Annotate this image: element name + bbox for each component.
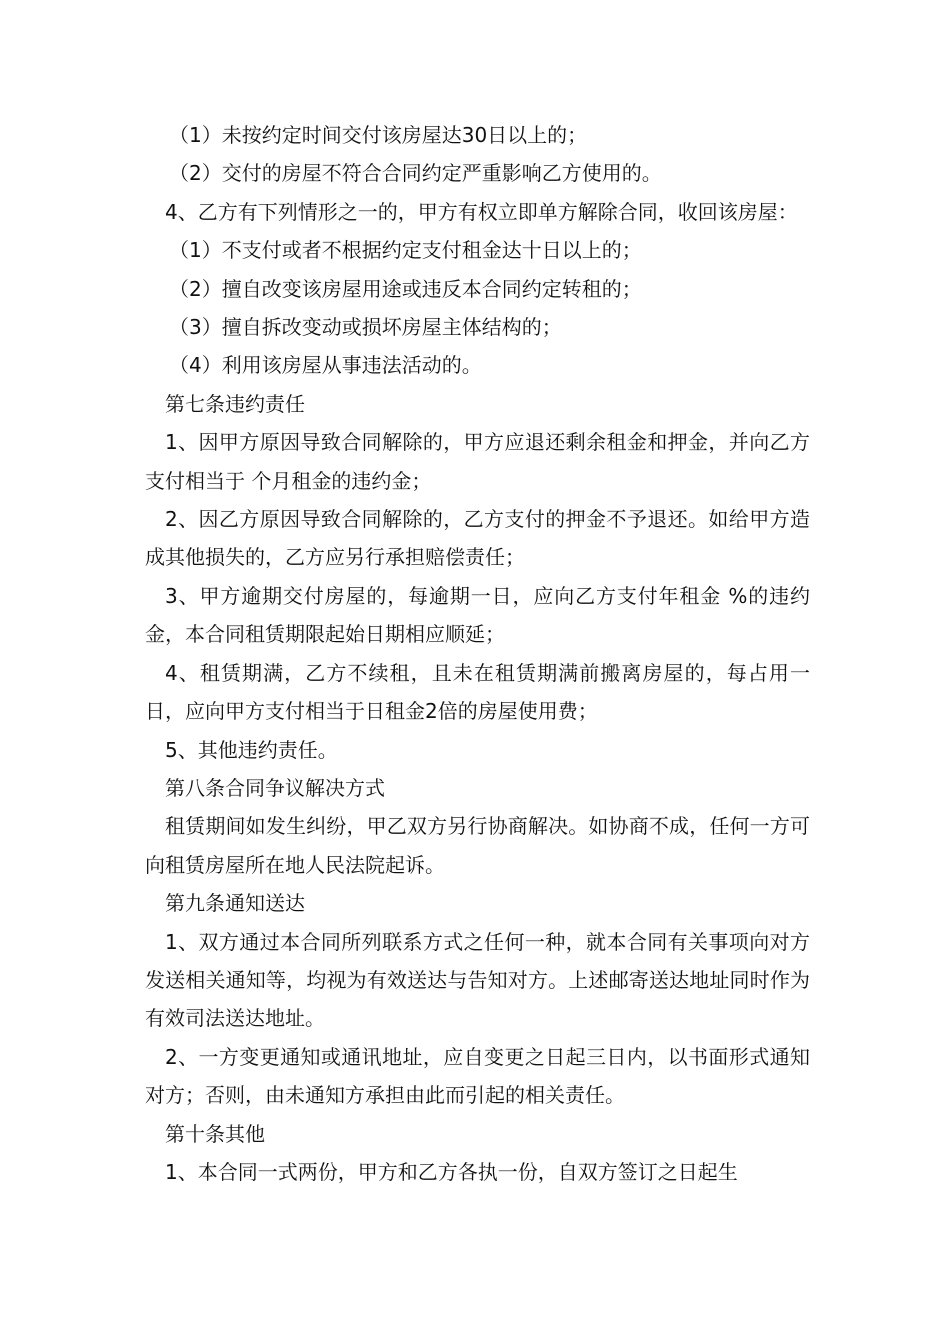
clause-paragraph: 5、其他违约责任。 [165,737,338,762]
section-heading: 第七条违约责任 [165,391,305,416]
clause-paragraph: 4、租赁期满，乙方不续租，且未在租赁期满前搬离房屋的，每占用一日，应向甲方支付相当于日租金2倍的房屋使用费； [145,660,810,724]
clause-paragraph: 1、双方通过本合同所列联系方式之任何一种，就本合同有关事项向对方发送相关通知等，均视为有效送达与告知对方。上述邮寄送达地址同时作为有效司法送达地址。 [145,929,810,1031]
clause-item: （4）利用该房屋从事违法活动的。 [169,353,482,378]
clause-paragraph: 2、一方变更通知或通讯地址，应自变更之日起三日内，以书面形式通知对方；否则，由未通知方承担由此而引起的相关责任。 [145,1044,810,1108]
clause-paragraph: 租赁期间如发生纠纷，甲乙双方另行协商解决。如协商不成，任何一方可向租赁房屋所在地人民法院起诉。 [145,814,810,877]
clause-paragraph: 3、甲方逾期交付房屋的，每逾期一日，应向乙方支付年租金 %的违约金，本合同租赁期限起始日期相应顺延； [145,583,810,647]
clause-paragraph: 2、因乙方原因导致合同解除的，乙方支付的押金不予退还。如给甲方造成其他损失的，乙方应另行承担赔偿责任； [145,507,810,570]
clause-item: （1）不支付或者不根据约定支付租金达十日以上的； [169,238,642,263]
clause-paragraph: 1、因甲方原因导致合同解除的，甲方应退还剩余租金和押金，并向乙方支付相当于 个月租金的违约金； [145,430,810,493]
clause-item: （3）擅自拆改变动或损坏房屋主体结构的； [169,315,562,340]
section-heading: 第十条其他 [165,1121,265,1146]
clause-item: （2）擅自改变该房屋用途或违反本合同约定转租的； [169,276,642,301]
section-heading: 第九条通知送达 [165,891,305,916]
clause-item: （2）交付的房屋不符合合同约定严重影响乙方使用的。 [169,161,662,186]
clause-item: （1）未按约定时间交付该房屋达30日以上的； [169,123,588,147]
document-body [145,116,810,1191]
clause-paragraph: 1、本合同一式两份，甲方和乙方各执一份，自双方签订之日起生 [165,1159,738,1184]
clause-paragraph: 4、乙方有下列情形之一的，甲方有权立即单方解除合同，收回该房屋： [165,199,798,224]
section-heading: 第八条合同争议解决方式 [165,775,385,800]
